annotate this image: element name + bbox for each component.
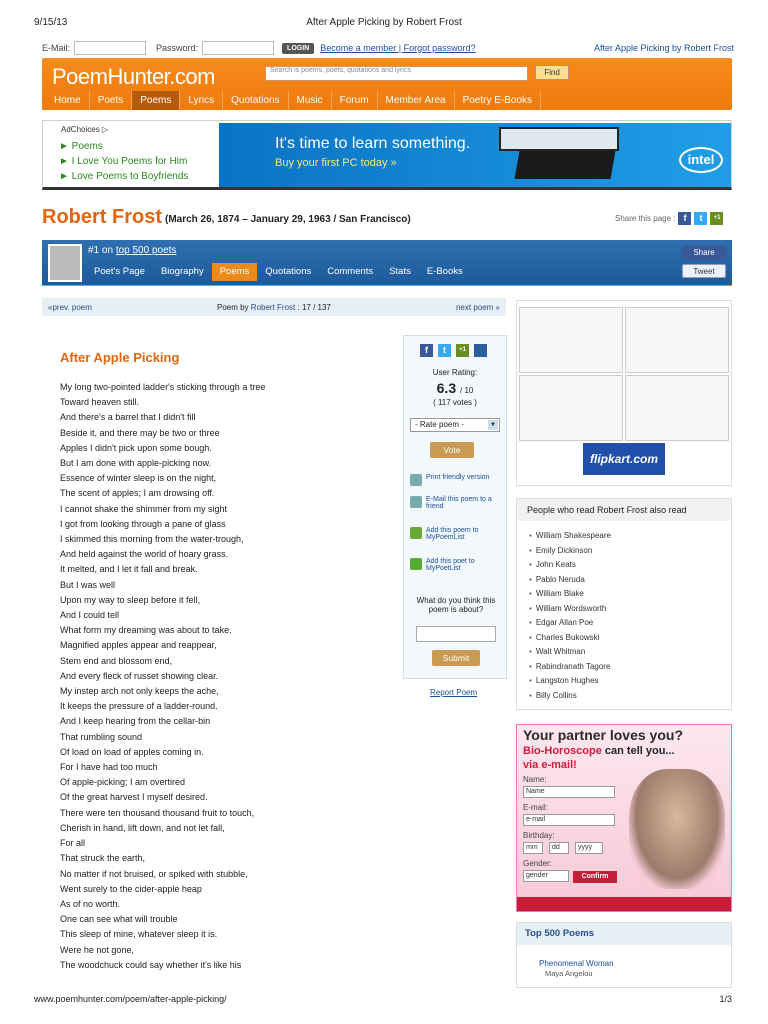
intel-banner[interactable] xyxy=(219,123,731,187)
ad-link[interactable]: ► I Love You Poems for Him xyxy=(59,156,188,167)
add-poet-link[interactable] xyxy=(410,558,500,572)
poem-line: As of no worth. xyxy=(60,898,121,909)
poem-line: This sleep of mine, whatever sleep it is. xyxy=(60,929,218,940)
poem-line: And held against the world of hoary grass. xyxy=(60,549,229,560)
add-poem-label: Add this poem to MyPoemList xyxy=(426,527,479,541)
rating-votes: ( 117 votes ) xyxy=(433,398,477,407)
poem-line: Upon my way to sleep before it fell, xyxy=(60,594,201,605)
perfume-product-image[interactable] xyxy=(625,375,729,441)
horo-gender-select[interactable]: gender xyxy=(523,870,569,882)
rank-prefix: #1 on xyxy=(88,245,114,256)
add-user-icon xyxy=(410,558,422,570)
product-ad[interactable] xyxy=(516,300,732,486)
submit-button[interactable]: Submit xyxy=(432,650,480,666)
top-poem-link[interactable]: Phenomenal Woman xyxy=(539,959,614,968)
ad-links xyxy=(59,141,188,186)
tweet-button[interactable]: Tweet xyxy=(682,264,726,278)
rating-scale: / 10 xyxy=(460,386,474,395)
poem-line: I skimmed this morning from the water-trough, xyxy=(60,534,244,545)
nav-item-member-area[interactable]: Member Area xyxy=(378,91,455,110)
poem-line: Of apple-picking; I am overtired xyxy=(60,777,186,788)
poem-about-input[interactable] xyxy=(416,626,496,642)
poem-line: Essence of winter sleep is on the night, xyxy=(60,473,217,484)
poem-line: One can see what will trouble xyxy=(60,914,178,925)
also-read-poet-link[interactable]: ▪ Emily Dickinson xyxy=(529,544,611,559)
flipkart-logo[interactable]: flipkart.com xyxy=(583,443,665,475)
adchoices-label[interactable]: AdChoices ▷ xyxy=(61,125,109,134)
also-read-poet-link[interactable]: ▪ Edgar Allan Poe xyxy=(529,616,611,631)
monitor-image xyxy=(499,127,619,151)
horoscope-ad[interactable] xyxy=(516,724,732,912)
horo-email-input[interactable]: e-mail xyxy=(523,814,615,826)
poem-line: Were he not gone, xyxy=(60,944,134,955)
also-read-poet-link[interactable]: ▪ Pablo Neruda xyxy=(529,573,611,588)
email-icon xyxy=(410,496,422,508)
report-poem-link[interactable]: Report Poem xyxy=(430,688,478,697)
also-read-poet-link[interactable]: ▪ William Wordsworth xyxy=(529,602,611,617)
ad-link[interactable]: ► Love Poems to Boyfriends xyxy=(59,171,189,182)
poem-line: Magnified apples appear and reappear, xyxy=(60,640,217,651)
facebook-icon[interactable]: f xyxy=(678,212,691,225)
nav-item-music[interactable]: Music xyxy=(289,91,332,110)
rating-label: User Rating: xyxy=(432,368,478,377)
also-read-poet-link[interactable]: ▪ Rabindranath Tagore xyxy=(529,660,611,675)
banner-subline: Buy your first PC today » xyxy=(275,157,397,169)
poem-line: The scent of apples; I am drowsing off. xyxy=(60,488,215,499)
top-poem-author: Maya Angelou xyxy=(545,969,593,978)
poem-line: Stem end and blossom end, xyxy=(60,655,173,666)
horo-brand: Bio-Horoscope xyxy=(523,745,602,757)
poem-line: No matter if not bruised, or spiked with stubble, xyxy=(60,868,248,879)
email-link-label: E-Mail this poem to a friend xyxy=(426,496,492,510)
horo-month-input[interactable]: mm xyxy=(523,842,543,854)
poem-line: Of load on load of apples coming in. xyxy=(60,746,204,757)
tab-poems[interactable]: Poems xyxy=(212,263,258,281)
also-read-poet-link[interactable]: ▪ Langston Hughes xyxy=(529,674,611,689)
member-links[interactable]: Become a member | Forgot password? xyxy=(320,43,476,53)
delicious-icon[interactable] xyxy=(474,344,487,357)
vote-button[interactable]: Vote xyxy=(430,442,474,458)
tab-poet-s-page[interactable]: Poet's Page xyxy=(94,266,145,277)
poem-line: I cannot shake the shimmer from my sight xyxy=(60,503,228,514)
horo-headline: Your partner loves you? xyxy=(523,727,683,743)
keyboard-image xyxy=(515,151,616,179)
login-button[interactable]: LOGIN xyxy=(282,43,314,54)
poem-line: It keeps the pressure of a ladder-round. xyxy=(60,701,218,712)
poem-line: There were ten thousand thousand fruit to touch, xyxy=(60,807,255,818)
author-dates: (March 26, 1874 – January 29, 1963 / San Francisco) xyxy=(165,214,411,225)
poem-line: My long two-pointed ladder's sticking through a tree xyxy=(60,382,266,392)
horo-subline xyxy=(523,745,675,757)
nav-item-poetry-e-books[interactable]: Poetry E-Books xyxy=(455,91,541,110)
poem-line: And every fleck of russet showing clear. xyxy=(60,670,219,681)
print-url: www.poemhunter.com/poem/after-apple-picking/ xyxy=(34,994,227,1004)
horo-gender-label: Gender: xyxy=(523,859,552,868)
couple-image xyxy=(629,769,725,889)
mouse-product-image[interactable] xyxy=(519,307,623,373)
poem-title: After Apple Picking xyxy=(60,350,180,365)
email-label: E-Mail: xyxy=(42,43,71,53)
print-link-label: Print friendly version xyxy=(426,474,490,481)
poem-line: What form my dreaming was about to take. xyxy=(60,625,232,636)
password-field[interactable] xyxy=(202,41,274,55)
top-500-box xyxy=(516,922,732,988)
horo-year-input[interactable]: yyyy xyxy=(575,842,603,854)
rate-poem-select[interactable] xyxy=(410,418,500,432)
intel-logo: intel xyxy=(679,147,723,173)
top-500-heading: Top 500 Poems xyxy=(517,923,731,945)
poem-line: For all xyxy=(60,838,86,849)
site-header xyxy=(42,58,732,110)
banner-headline: It's time to learn something. xyxy=(275,135,471,152)
print-page-number: 1/3 xyxy=(719,994,732,1004)
print-date: 9/15/13 xyxy=(34,17,68,28)
tab-comments[interactable]: Comments xyxy=(327,266,374,277)
also-read-poet-link[interactable]: ▪ Charles Bukowski xyxy=(529,631,611,646)
add-document-icon xyxy=(410,527,422,539)
horo-footer xyxy=(517,897,731,911)
also-read-list xyxy=(529,529,611,703)
tab-quotations[interactable]: Quotations xyxy=(265,266,312,277)
rating-number: 6.3 xyxy=(436,380,457,396)
next-poem-link[interactable]: next poem » xyxy=(455,302,500,312)
breadcrumb-title[interactable]: After Apple Picking by Robert Frost xyxy=(593,43,734,53)
horo-day-input[interactable]: dd xyxy=(549,842,569,854)
poem-line: My instep arch not only keeps the ache, xyxy=(60,686,219,697)
chevron-down-icon: ▼ xyxy=(488,420,498,430)
poem-line: And there's a barrel that I didn't fill xyxy=(60,412,196,423)
email-poem-link[interactable] xyxy=(410,496,500,510)
poem-line: Beside it, and there may be two or three xyxy=(60,427,220,438)
poem-about-question: What do you think this poem is about? xyxy=(416,596,496,614)
tab-e-books[interactable]: E-Books xyxy=(426,266,463,277)
twitter-icon[interactable]: t xyxy=(438,344,451,357)
poem-line: The woodchuck could say whether it's like his xyxy=(60,959,242,970)
printer-icon xyxy=(410,474,422,486)
rate-select-value: - Rate poem - xyxy=(415,420,464,429)
horo-birthday-label: Birthday: xyxy=(523,831,555,840)
poem-line: That struck the earth, xyxy=(60,853,146,864)
poem-body xyxy=(60,380,395,973)
also-read-poet-link[interactable]: ▪ William Shakespeare xyxy=(529,529,611,544)
poem-line: Toward heaven still. xyxy=(60,397,140,408)
email-field[interactable] xyxy=(74,41,146,55)
headphones-product-image[interactable] xyxy=(625,307,729,373)
poet-rank xyxy=(88,245,176,256)
poem-info xyxy=(217,303,331,312)
poem-count: : 17 / 137 xyxy=(297,302,331,312)
nav-item-forum[interactable]: Forum xyxy=(332,91,378,110)
share-row xyxy=(615,212,723,225)
also-read-poet-link[interactable]: ▪ John Keats xyxy=(529,558,611,573)
also-read-poet-link[interactable]: ▪ Billy Collins xyxy=(529,689,611,704)
tab-stats[interactable]: Stats xyxy=(389,266,411,277)
also-read-box xyxy=(516,498,732,710)
horo-email-label: E-mail: xyxy=(523,803,548,812)
google-plus-icon[interactable]: +1 xyxy=(710,212,723,225)
poem-line: But I am done with apple-picking now. xyxy=(60,458,212,469)
also-read-poet-link[interactable]: ▪ William Blake xyxy=(529,587,611,602)
share-label: Share this page : xyxy=(615,214,676,223)
poem-line: That rumbling sound xyxy=(60,731,143,742)
poet-bar xyxy=(42,240,732,286)
facebook-share-button[interactable]: Share xyxy=(682,246,726,260)
poem-line: Apples I didn't pick upon some bough. xyxy=(60,442,212,453)
google-plus-icon[interactable]: +1 xyxy=(456,344,469,357)
find-button[interactable]: Find xyxy=(535,65,569,80)
add-poet-label: Add this poet to MyPoetList xyxy=(426,558,475,572)
rating-share-icons xyxy=(420,344,487,357)
poet-tabs xyxy=(86,263,471,281)
horo-tagline: can tell you... xyxy=(604,745,675,757)
nav-item-quotations[interactable]: Quotations xyxy=(223,91,288,110)
also-read-poet-link[interactable]: ▪ Walt Whitman xyxy=(529,645,611,660)
author-name: Robert Frost xyxy=(42,206,162,228)
rating-value xyxy=(404,380,506,396)
poem-line: And I keep hearing from the cellar-bin xyxy=(60,716,211,727)
poem-line: Of the great harvest I myself desired. xyxy=(60,792,208,803)
login-bar xyxy=(42,40,742,56)
poem-line: But I was well xyxy=(60,579,116,590)
poem-navigation xyxy=(42,298,506,316)
books-product-image[interactable] xyxy=(519,375,623,441)
ad-link[interactable]: ► Poems xyxy=(59,141,103,152)
poem-line: Went surely to the cider-apple heap xyxy=(60,883,202,894)
horo-confirm-button[interactable]: Confirm xyxy=(573,871,617,883)
poem-line: And I could tell xyxy=(60,610,120,621)
add-poem-link[interactable] xyxy=(410,527,500,541)
poem-info-prefix: Poem by xyxy=(216,302,249,312)
password-label: Password: xyxy=(156,43,199,53)
nav-item-lyrics[interactable]: Lyrics xyxy=(180,91,223,110)
prev-poem-link[interactable]: «prev. poem xyxy=(48,302,92,312)
site-logo[interactable]: PoemHunter.com xyxy=(52,64,215,89)
facebook-icon[interactable]: f xyxy=(420,344,433,357)
nav-item-home[interactable]: Home xyxy=(46,91,90,110)
horo-name-label: Name: xyxy=(523,775,547,784)
also-read-heading: People who read Robert Frost also read xyxy=(517,499,731,521)
nav-item-poems[interactable]: Poems xyxy=(132,91,180,110)
print-friendly-link[interactable] xyxy=(410,474,489,486)
search-input[interactable]: Search is poems, poets, quotations and lyrics xyxy=(265,66,528,81)
main-nav xyxy=(42,91,732,110)
poem-line: It melted, and I let it fall and break. xyxy=(60,564,198,575)
horo-email-line: via e-mail! xyxy=(523,759,577,771)
ad-strip xyxy=(42,120,732,190)
poet-avatar[interactable] xyxy=(48,244,82,282)
poem-author-link[interactable]: Robert Frost xyxy=(250,302,296,312)
nav-item-poets[interactable]: Poets xyxy=(90,91,133,110)
poem-line: For I have had too much xyxy=(60,762,158,773)
horo-name-input[interactable]: Name xyxy=(523,786,615,798)
print-title: After Apple Picking by Robert Frost xyxy=(306,17,462,28)
tab-biography[interactable]: Biography xyxy=(160,266,204,277)
rating-panel xyxy=(403,335,507,679)
poem-line: I got from looking through a pane of glass xyxy=(60,518,226,529)
twitter-icon[interactable]: t xyxy=(694,212,707,225)
top-500-link[interactable]: top 500 poets xyxy=(115,245,177,256)
poem-line: Cherish in hand, lift down, and not let fall, xyxy=(60,822,225,833)
